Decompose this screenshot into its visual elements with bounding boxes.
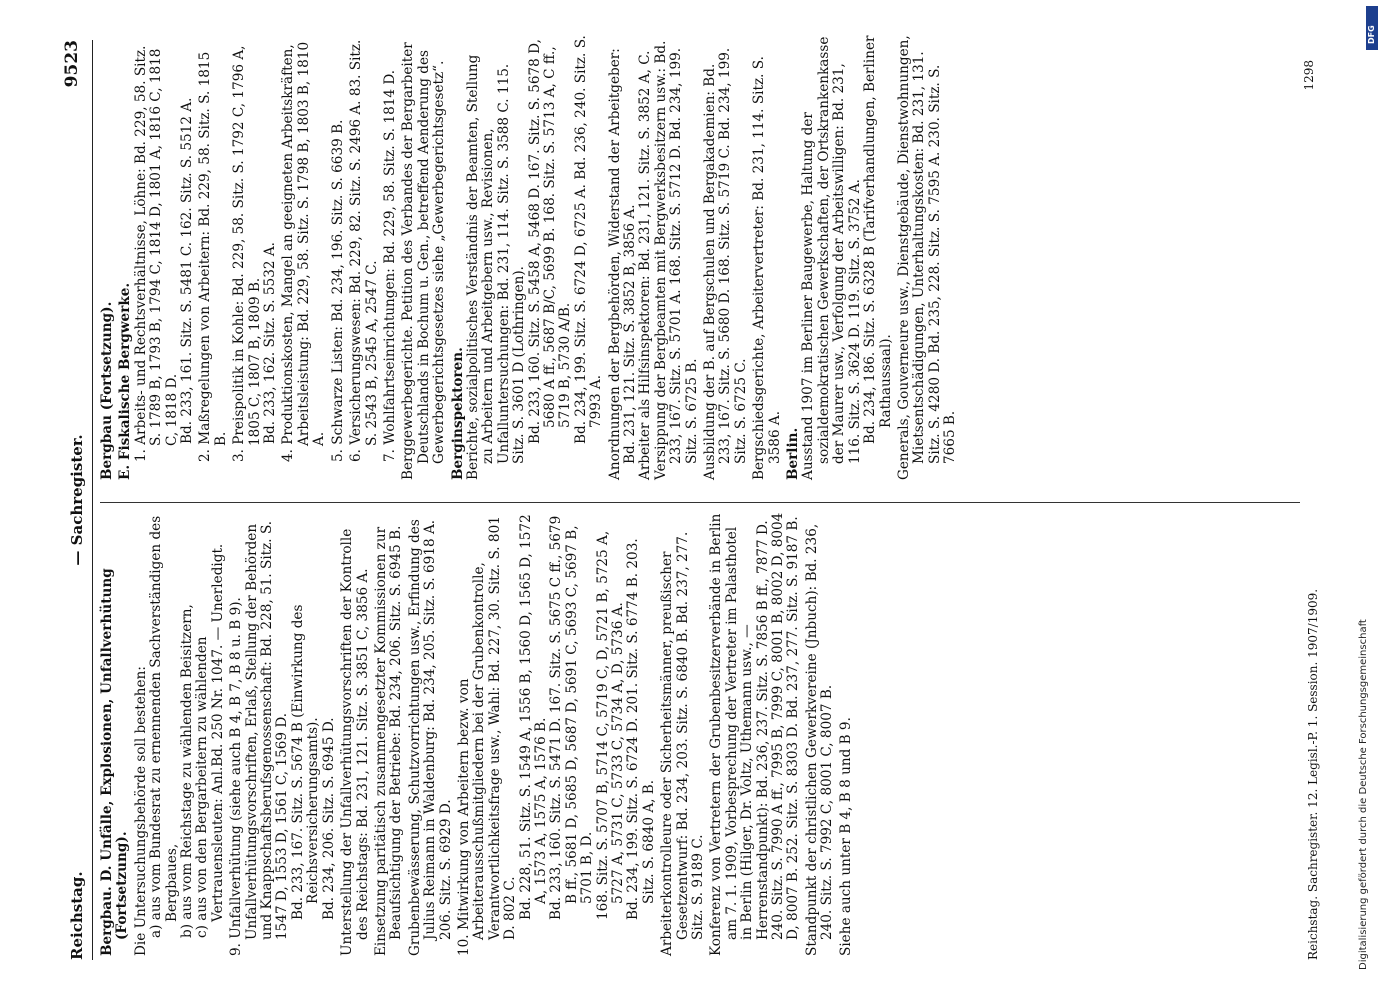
index-entry: Bd. 233, 162. Sitz. S. 5532 A. <box>262 242 279 444</box>
header-left: Reichstag. <box>68 871 86 960</box>
digitization-note-text: Digitalisierung gefördert durch die Deutsche Forschungsgemeinschaft <box>1358 619 1369 970</box>
index-entry: Berichte, sozialpolitisches Verständnis der Beamten, Stellung zu Arbeitern und Arbeitgebern usw., Revisionen, Unfalluntersuchungen: Bd. 231, 114. Sitz. S. 3588 C. 115. Sitz. S. 3601 D (Lothringen). <box>464 54 528 480</box>
index-entry: Bergbau. D. Unfälle, Explosionen, Unfallverhütung (Fortsetzung). <box>99 568 131 956</box>
footer-left: Reichstag. Sachregister. 12. Legisl.-P. 1. Session. 1907/1909. <box>1306 588 1320 960</box>
index-entry: E. Fiskalische Bergwerke. <box>117 282 134 480</box>
index-entry: Bergbau (Fortsetzung). <box>99 301 115 480</box>
signature-number: 1298 <box>1302 60 1316 91</box>
index-entry: c) aus von den Bergarbeitern zu wählenden Vertrauensleuten: Anl.Bd. 250 Nr. 1047. — Unerledigt. <box>194 543 226 938</box>
index-entry: Bd. 234, 186. Sitz. S. 6328 B (Tarifverhandlungen, Berliner Rathaussaal). <box>862 35 894 444</box>
index-entry: Berggewerbegerichte. Petition des Verbandes der Bergarbeiter Deutschlands in Bochum u. Gen., betreffend Aenderung des Gewerbegerichtsgesetzes siehe „Gewerbegerichtsgesetz“. <box>400 42 448 480</box>
index-entry: Standpunkt der christlichen Gewerkvereine (Jnbuch): Bd. 236, 240. Sitz. S. 7992 C, 8001 C, 8007 B. <box>803 523 836 956</box>
dfg-logo-text: DFG <box>1367 25 1376 44</box>
index-entry: Bd. 233, 160. Sitz. S. 5471 D. 167. Sitz. S. 5675 C ff., 5679 B ff., 5681 D, 5685 D, 5687 D, 5691 C, 5693 C, 5697 B, 5701 B, D. <box>548 515 596 920</box>
index-entry: 5. Schwarze Listen: Bd. 234, 196. Sitz. S. 6639 B. <box>329 119 346 462</box>
index-entry: 1. Arbeits- und Rechtsverhältnisse, Löhne: Bd. 229, 58. Sitz. S. 1789 B, 1793 B, 1794 C, 1814 D, 1801 A, 1816 C, 1818 C, 1818 D. <box>132 45 180 462</box>
left-column <box>100 511 854 956</box>
index-entry: 7. Wohlfahrtseinrichtungen: Bd. 229, 58. Sitz. S. 1814 D. <box>381 69 398 462</box>
index-entry: b) aus vom Reichstage zu wählenden Beisitzern, <box>179 604 196 938</box>
index-entry: Siehe auch unter B 4, B 8 und B 9. <box>837 717 854 956</box>
header-rule <box>92 40 93 960</box>
dfg-logo <box>1366 6 1378 50</box>
index-entry: Bd. 228, 51. Sitz. S. 1549 A, 1556 B, 1560 D, 1565 D, 1572 A, 1573 A, 1575 A, 1576 B. <box>517 514 549 920</box>
index-entry: 2. Maßregelungen von Arbeitern: Bd. 229, 58. Sitz. S. 1815 B. <box>197 51 229 462</box>
index-entry: Berlin. <box>785 427 802 480</box>
digitization-note <box>1336 10 1376 990</box>
index-entry: Bd. 233, 160. Sitz. S. 5458 A, 5468 D. 167. Sitz. S. 5678 D, 5680 A ff., 5687 B/C, 5699 B. 168. Sitz. S. 5713 A, C ff., 5719 B, 5730 A/B. <box>526 39 574 444</box>
index-entry: Arbeiter als Hilfsinspektoren: Bd. 231, 121. Sitz. S. 3852 A, C. <box>637 50 654 480</box>
index-entry: Generals, Gouverneure usw., Dienstgebäude, Dienstwohnungen, Mietsentschädigungen, Unterhaltungskosten: Bd. 231, 131. Sitz. S. 4280 D. Bd. 235, 228. Sitz. S. 7595 A. 230. Sitz. S. 7665 B. <box>895 35 959 480</box>
index-entry: 3. Preispolitik in Kohle: Bd. 229, 58. Sitz. S. 1792 C, 1796 A, 1805 C, 1807 B, 1809 B. <box>231 45 263 462</box>
page-number: 9523 <box>62 40 82 88</box>
column-divider <box>100 502 1300 503</box>
index-entry: Versippung der Bergbeamten mit Bergwerksbesitzern usw.: Bd. 233, 167. Sitz. S. 5701 A. 168. Sitz. S. 5712 D. Bd. 234, 199. Sitz. S. 6725 B. <box>652 40 700 480</box>
index-entry: 9. Unfallverhütung (siehe auch B 4, B 7, B 8 u. B 9). Unfallverhütungsvorschriften, Erlaß, Stellung der Behörden und Knappschaftsberufsgenossenschaft: Bd. 228, 51. Sitz. S. 1547 D, 1553 D, 1561 C, 1569 D. <box>228 520 291 956</box>
page-footer <box>1302 40 1328 960</box>
index-entry: a) aus vom Bundesrat zu ernennenden Sachverständigen des Bergbaues, <box>148 515 180 938</box>
page-header <box>62 40 92 960</box>
index-entry: 4. Produktionskosten, Mangel an geeigneten Arbeitskräften, Arbeitsleistung: Bd. 229, 58. Sitz. S. 1798 B, 1803 B, 1810 A. <box>280 41 328 462</box>
index-entry: Konferenz von Vertretern der Grubenbesitzerverbände in Berlin am 7. 1. 1909, Vorbesprechung der Vertreter im Palasthotel in Berlin (Hilger, Dr. Voltz, Uthemann usw., — Herrenstandpunkt): Bd. 236, 237. Sitz. S. 7856 B ff., 7877 D. 240. Sitz. S. 7990 A ff., 7995 B, 7999 C, 8001 B, 8002 D, 8004 D, 8007 B. 252. Sitz. S. 8303 D. Bd. 237, 277. Sitz. S. 9187 B. <box>708 512 802 956</box>
index-entry: Anordnungen der Bergbehörden, Widerstand der Arbeitgeber: Bd. 231, 121. Sitz. S. 3852 B, 3856 A. <box>606 48 638 480</box>
index-entry: Bd. 234, 199. Sitz. S. 6724 D, 6725 A. Bd. 236, 240. Sitz. S. 7993 A. <box>572 35 605 444</box>
index-entry: 10. Mitwirkung von Arbeitern bezw. von Arbeiterausschußmitgliedern bei der Grubenkontrolle, Verantwortlichkeitsfrage usw., Wahl: Bd. 227, 30. Sitz. S. 801 D. 802 C. <box>455 516 519 956</box>
index-entry: Bd. 234, 199. Sitz. S. 6724 D. 201. Sitz. S. 6774 B. 203. Sitz. S. 6840 A, B. <box>625 538 657 920</box>
index-entry: 6. Versicherungswesen: Bd. 229, 82. Sitz. S. 2496 A. 83. Sitz. S. 2543 B, 2545 A, 2547 C. <box>348 39 380 462</box>
header-center: — Sachregister. <box>68 434 86 566</box>
index-entry: Bergschiedsgerichte, Arbeitervertreter: Bd. 231, 114. Sitz. S. 3586 A. <box>751 56 783 480</box>
index-entry: Grubenbewässerung, Schutzvorrichtungen usw., Erfindung des Julius Reimann in Waldenburg: Bd. 234, 205. Sitz. S. 6918 A. 206. Sitz. S. 6929 D. <box>406 519 454 956</box>
index-entry: Bd. 234, 206. Sitz. S. 6945 D. <box>320 717 337 920</box>
index-entry: Bd. 233, 161. Sitz. S. 5481 C. 162. Sitz. S. 5512 A. <box>179 97 196 444</box>
right-column <box>100 35 959 480</box>
index-entry: Arbeiterkontrolleure oder Sicherheitsmänner, preußischer Gesetzentwurf: Bd. 234, 203. Sitz. S. 6840 B. Bd. 237, 277. Sitz. S. 9189 C. <box>659 531 707 956</box>
index-entry: Einsetzung paritätisch zusammengesetzter Kommissionen zur Beaufsichtigung der Betriebe: Bd. 234, 206. Sitz. S. 6945 B. <box>372 525 405 956</box>
index-entry: Ausbildung der B. auf Bergschulen und Bergakademien: Bd. 233, 167. Sitz. S. 5680 D. 168. Sitz. S. 5719 C. Bd. 234, 199. Sitz. S. 6725 C. <box>702 47 749 480</box>
index-entry: Unterstellung der Unfallverhütungsvorschriften der Kontrolle des Reichstags: Bd. 231, 121. Sitz. S. 3851 C, 3856 A. <box>339 528 371 956</box>
index-entry: Die Untersuchungsbehörde soll bestehen: <box>132 666 149 956</box>
index-entry: 168. Sitz. S. 5707 B, 5714 C, 5719 C, D, 5721 B, 5725 A, 5727 A, 5731 C, 5733 C, 5734 A, D, 5736 A. <box>594 530 626 920</box>
index-entry: Berginspektoren. <box>449 347 466 480</box>
index-entry: Bd. 233, 167. Sitz. S. 5674 B (Einwirkung des Reichsversicherungsamts). <box>289 604 322 920</box>
index-entry: Ausstand 1907 im Berliner Baugewerbe, Haltung der sozialdemokratischen Gewerkschaften, der Ortskrankenkasse der Maurer usw., Verfolgung der Arbeitswilligen: Bd. 231, 116. Sitz. S. 3624 D. 119. Sitz. S. 3752 A. <box>800 36 863 480</box>
